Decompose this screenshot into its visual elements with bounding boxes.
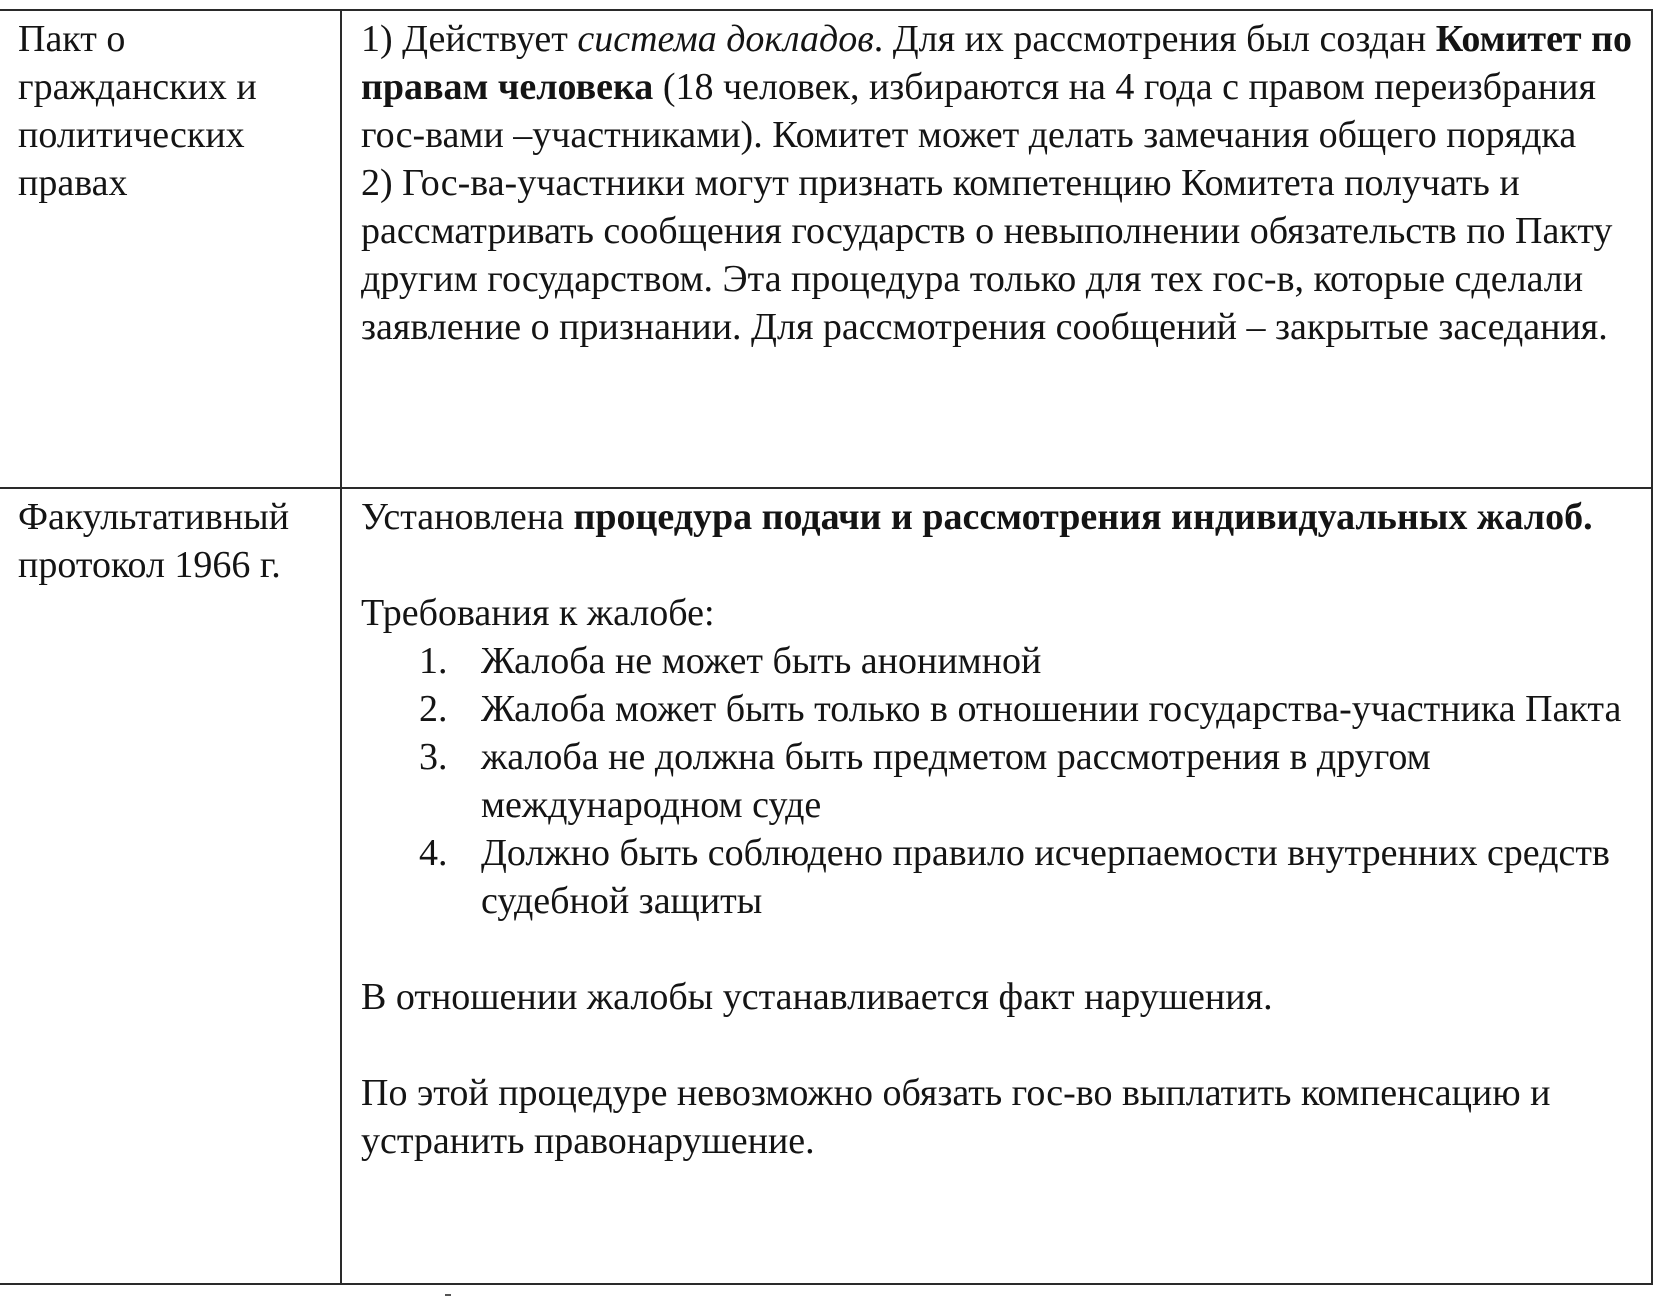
row-1-title-line-4: правах [18, 162, 128, 204]
compensation-paragraph: По этой процедуре невозможно обязать гос-во выплатить компенсацию и устранить правонарушение. [361, 1072, 1551, 1162]
row-2-paragraph-1 [361, 493, 1637, 541]
spacer [361, 925, 1637, 973]
row-1-p1-text-a: 1) Действует [361, 18, 578, 60]
row-2-title-line-1: Факультативный [18, 496, 290, 538]
list-item-text: жалоба не должна быть предметом рассмотрения в другом международном суде [481, 736, 1431, 826]
requirements-title: Требования к жалобе: [361, 592, 715, 634]
list-item-text: Должно быть соблюдено правило исчерпаемости внутренних средств судебной защиты [481, 832, 1610, 922]
list-item-text: Жалоба не может быть анонимной [481, 640, 1042, 682]
list-item-number: 4. [419, 832, 448, 874]
row-2-p1-text-a: Установлена [361, 496, 574, 538]
list-item [361, 829, 1637, 925]
row-1-content-cell [341, 10, 1652, 488]
violation-paragraph: В отношении жалобы устанавливается факт нарушения. [361, 976, 1273, 1018]
list-item [361, 733, 1637, 829]
row-1-p1-text-e: (18 человек, избираются на 4 года с правом переизбрания гос-вами –участниками). Комитет может делать замечания общего порядка [361, 66, 1596, 156]
table-row [0, 10, 1652, 488]
requirements-list [361, 637, 1637, 925]
list-item [361, 685, 1637, 733]
row-1-title-line-3: политических [18, 114, 245, 156]
row-1-paragraph-2: 2) Гос-ва-участники могут признать компетенцию Комитета получать и рассматривать сообщения государств о невыполнении обязательств по Пакту другим государством. Эта процедура только для тех гос-в, которые сделали заявление о признании. Для рассмотрения сообщений – закрытые заседания. [361, 162, 1613, 348]
list-item-number: 3. [419, 736, 448, 778]
row-1-paragraph-1 [361, 15, 1637, 159]
list-item-text: Жалоба может быть только в отношении государства-участника Пакта [481, 688, 1622, 730]
document-table [0, 9, 1653, 1285]
list-item-number: 2. [419, 688, 448, 730]
row-2-content-cell [341, 488, 1652, 1284]
row-1-p1-bold: Комитет по правам человека [361, 18, 1632, 108]
row-1-p1-text-c: . Для их рассмотрения был создан [873, 18, 1436, 60]
row-1-p1-italic: система докладов [577, 18, 874, 60]
list-item [361, 637, 1637, 685]
spacer [361, 1021, 1637, 1069]
row-2-title-line-2: протокол 1966 г. [18, 544, 281, 586]
table-row [0, 488, 1652, 1284]
row-1-title-line-1: Пакт о [18, 18, 126, 60]
row-2-title-cell [0, 488, 341, 1284]
list-item-number: 1. [419, 640, 448, 682]
row-1-title-line-2: гражданских и [18, 66, 257, 108]
row-1-title-cell [0, 10, 341, 488]
spacer [361, 541, 1637, 589]
page-mark [445, 1294, 451, 1296]
row-2-p1-bold: процедура подачи и рассмотрения индивидуальных жалоб. [573, 496, 1593, 538]
